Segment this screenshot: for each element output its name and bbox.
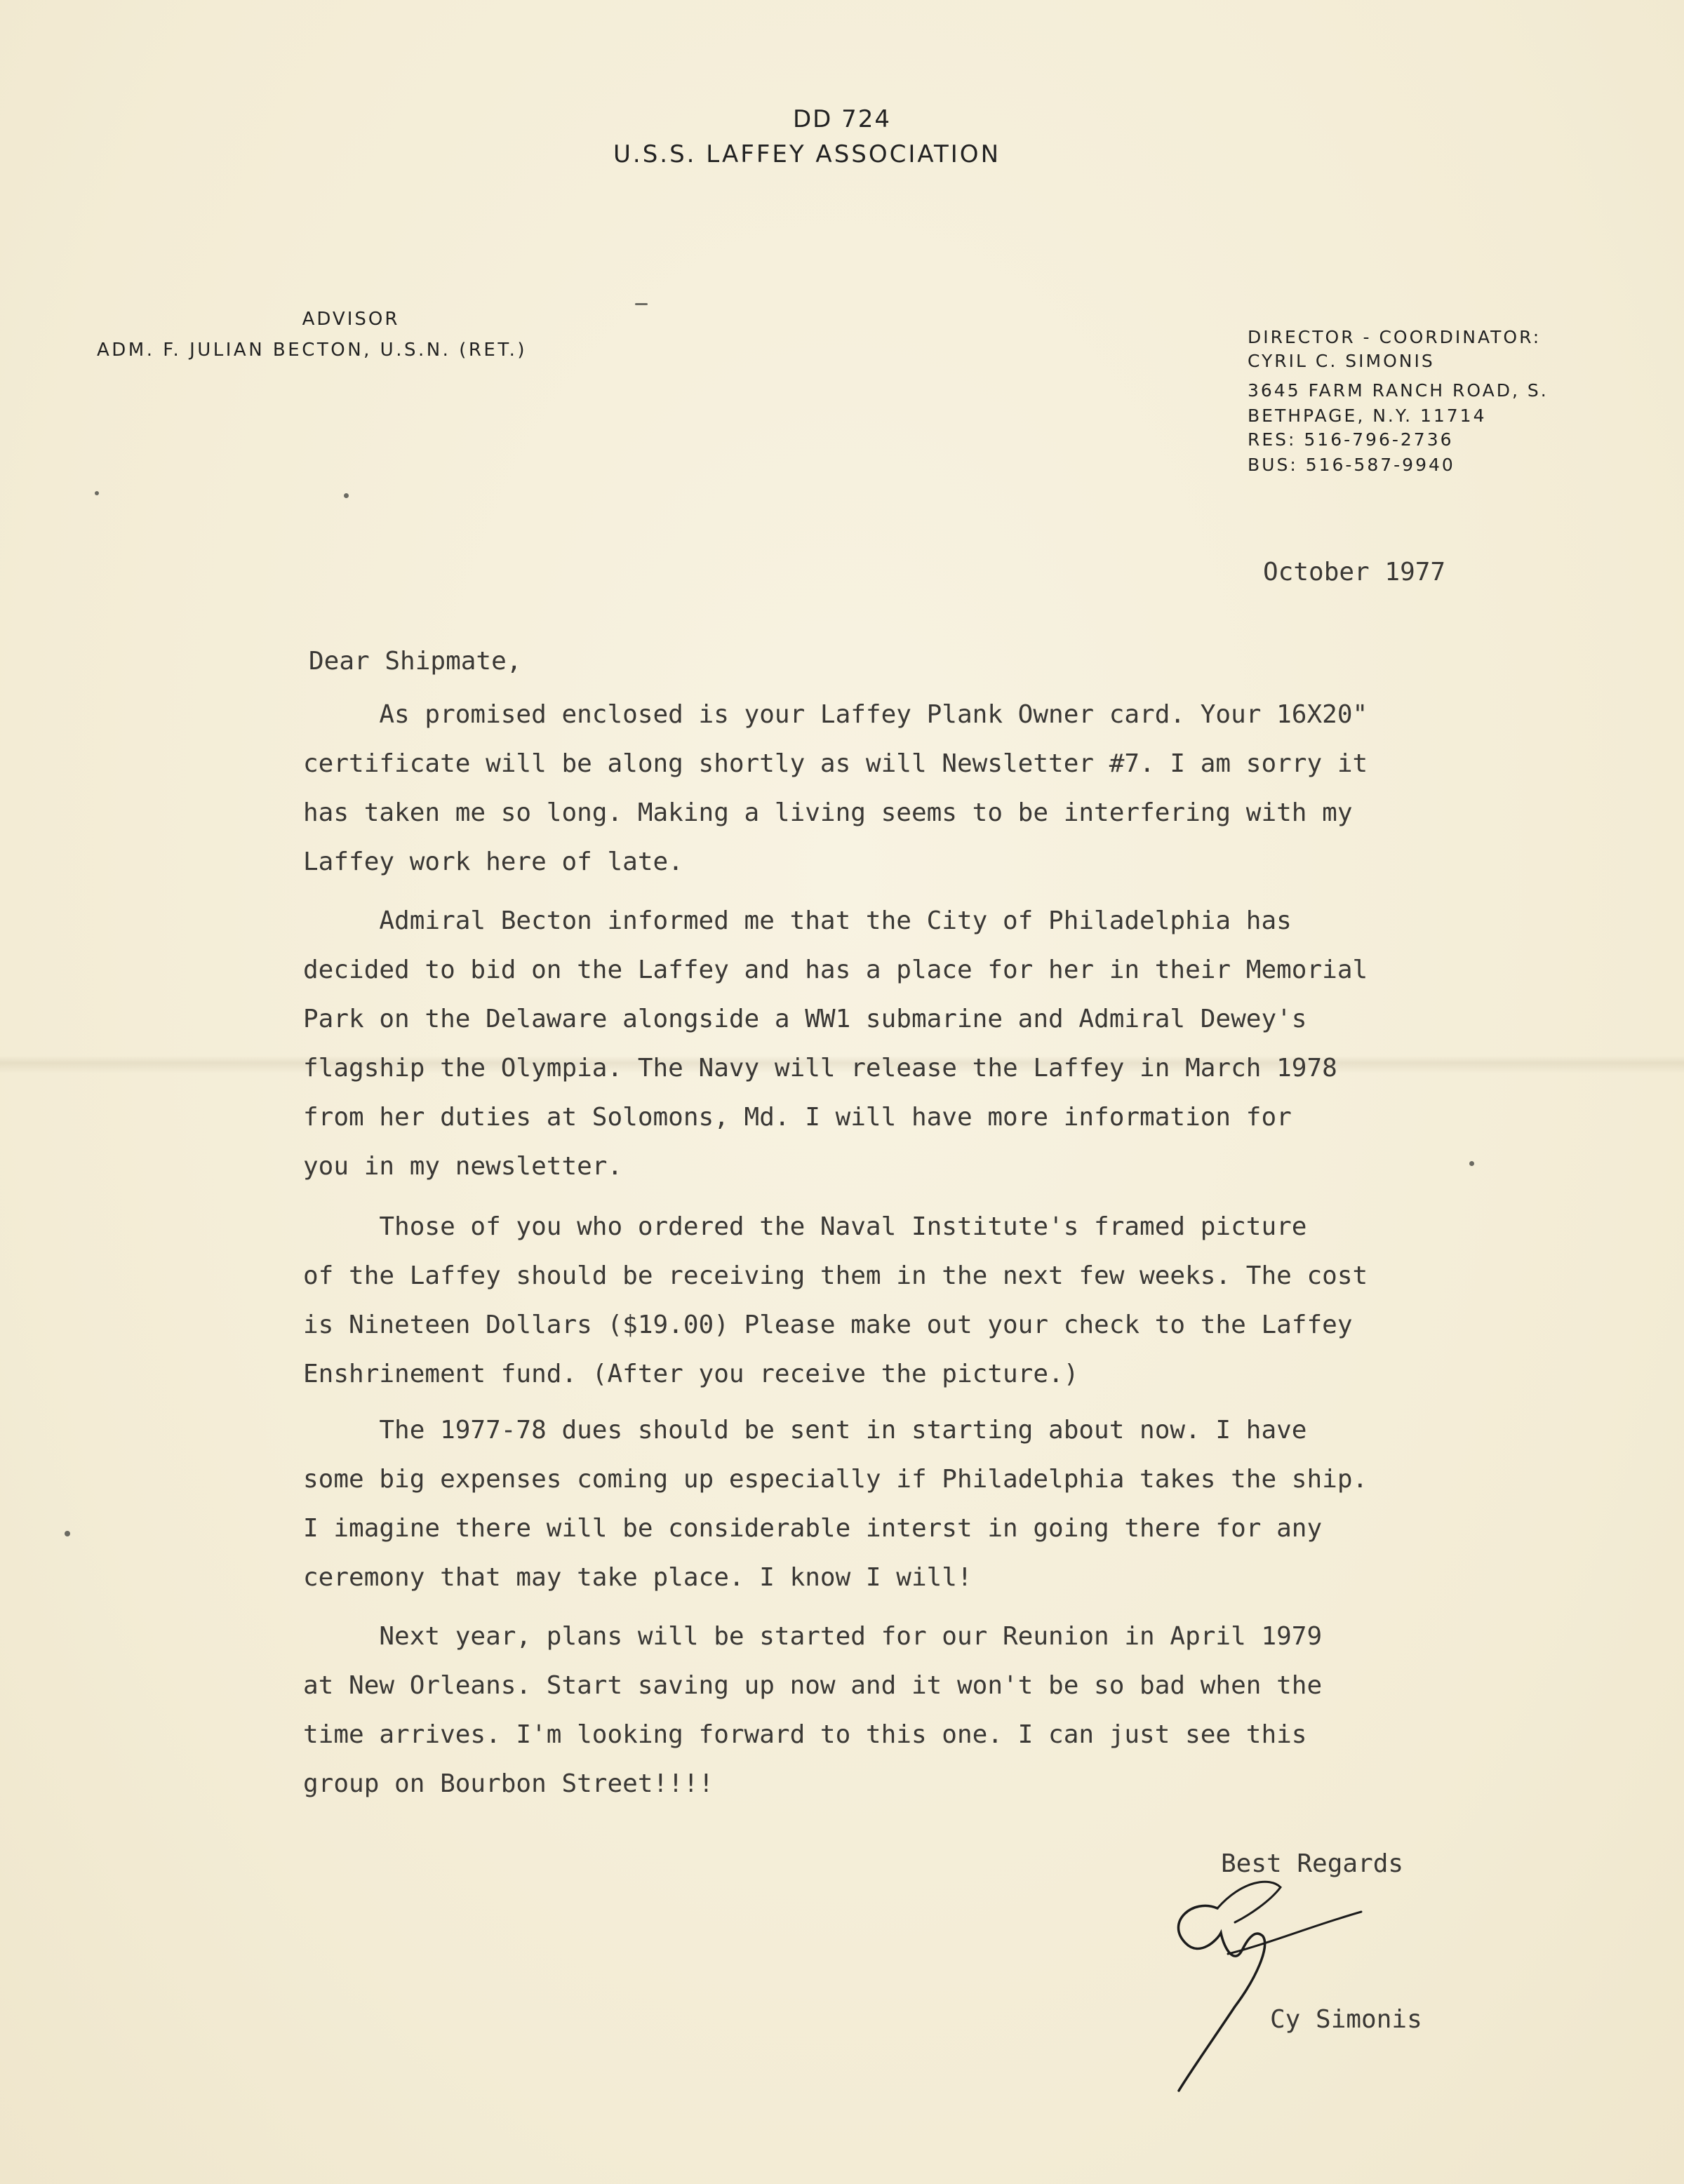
letter-date: October 1977	[1263, 558, 1446, 587]
director-address-city: BETHPAGE, N.Y. 11714	[1248, 406, 1487, 426]
body-line: ceremony that may take place. I know I will!	[303, 1563, 973, 1592]
body-line: has taken me so long. Making a living seems to be interfering with my	[303, 798, 1353, 827]
body-line: Laffey work here of late.	[303, 848, 683, 876]
paper-speck	[65, 1531, 70, 1536]
director-bus-phone: BUS: 516-587-9940	[1248, 455, 1455, 475]
body-line: Admiral Becton informed me that the City of Philadelphia has	[303, 906, 1292, 935]
director-address-street: 3645 FARM RANCH ROAD, S.	[1248, 380, 1549, 401]
body-line: you in my newsletter.	[303, 1152, 623, 1181]
closing: Best Regards	[1221, 1849, 1404, 1878]
body-line: group on Bourbon Street!!!!	[303, 1769, 714, 1798]
body-line: of the Laffey should be receiving them in the next few weeks. The cost	[303, 1261, 1368, 1290]
association-name: U.S.S. LAFFEY ASSOCIATION	[613, 140, 1001, 168]
body-line: time arrives. I'm looking forward to this one. I can just see this	[303, 1720, 1307, 1749]
body-line: As promised enclosed is your Laffey Plank Owner card. Your 16X20"	[303, 700, 1368, 729]
salutation: Dear Shipmate,	[309, 647, 522, 676]
body-line: Next year, plans will be started for our Reunion in April 1979	[303, 1622, 1323, 1651]
handwritten-signature	[1151, 1866, 1417, 2098]
advisor-role: ADVISOR	[302, 309, 400, 330]
director-name: CYRIL C. SIMONIS	[1248, 351, 1435, 371]
body-line: at New Orleans. Start saving up now and it won't be so bad when the	[303, 1671, 1323, 1700]
paper-speck	[95, 491, 99, 495]
body-line: some big expenses coming up especially if Philadelphia takes the ship.	[303, 1465, 1368, 1494]
director-role: DIRECTOR - COORDINATOR:	[1248, 327, 1542, 347]
body-line: certificate will be along shortly as will Newsletter #7. I am sorry it	[303, 749, 1368, 778]
advisor-name: ADM. F. JULIAN BECTON, U.S.N. (RET.)	[97, 340, 528, 361]
body-line: from her duties at Solomons, Md. I will have more information for	[303, 1103, 1292, 1132]
body-line: Enshrinement fund. (After you receive the picture.)	[303, 1360, 1079, 1388]
body-line: decided to bid on the Laffey and has a place for her in their Memorial	[303, 956, 1368, 984]
body-line: Park on the Delaware alongside a WW1 submarine and Admiral Dewey's	[303, 1005, 1307, 1033]
body-line: is Nineteen Dollars ($19.00) Please make out your check to the Laffey	[303, 1311, 1353, 1339]
paper-speck	[1469, 1161, 1474, 1166]
body-line: flagship the Olympia. The Navy will release the Laffey in March 1978	[303, 1054, 1337, 1083]
paper-speck	[635, 303, 648, 305]
hull-number: DD 724	[792, 105, 892, 133]
paper-speck	[344, 493, 349, 498]
signer-name: Cy Simonis	[1270, 2005, 1422, 2034]
body-line: I imagine there will be considerable interst in going there for any	[303, 1514, 1323, 1543]
body-line: Those of you who ordered the Naval Institute's framed picture	[303, 1212, 1307, 1241]
director-res-phone: RES: 516-796-2736	[1248, 429, 1454, 450]
body-line: The 1977-78 dues should be sent in starting about now. I have	[303, 1416, 1307, 1445]
